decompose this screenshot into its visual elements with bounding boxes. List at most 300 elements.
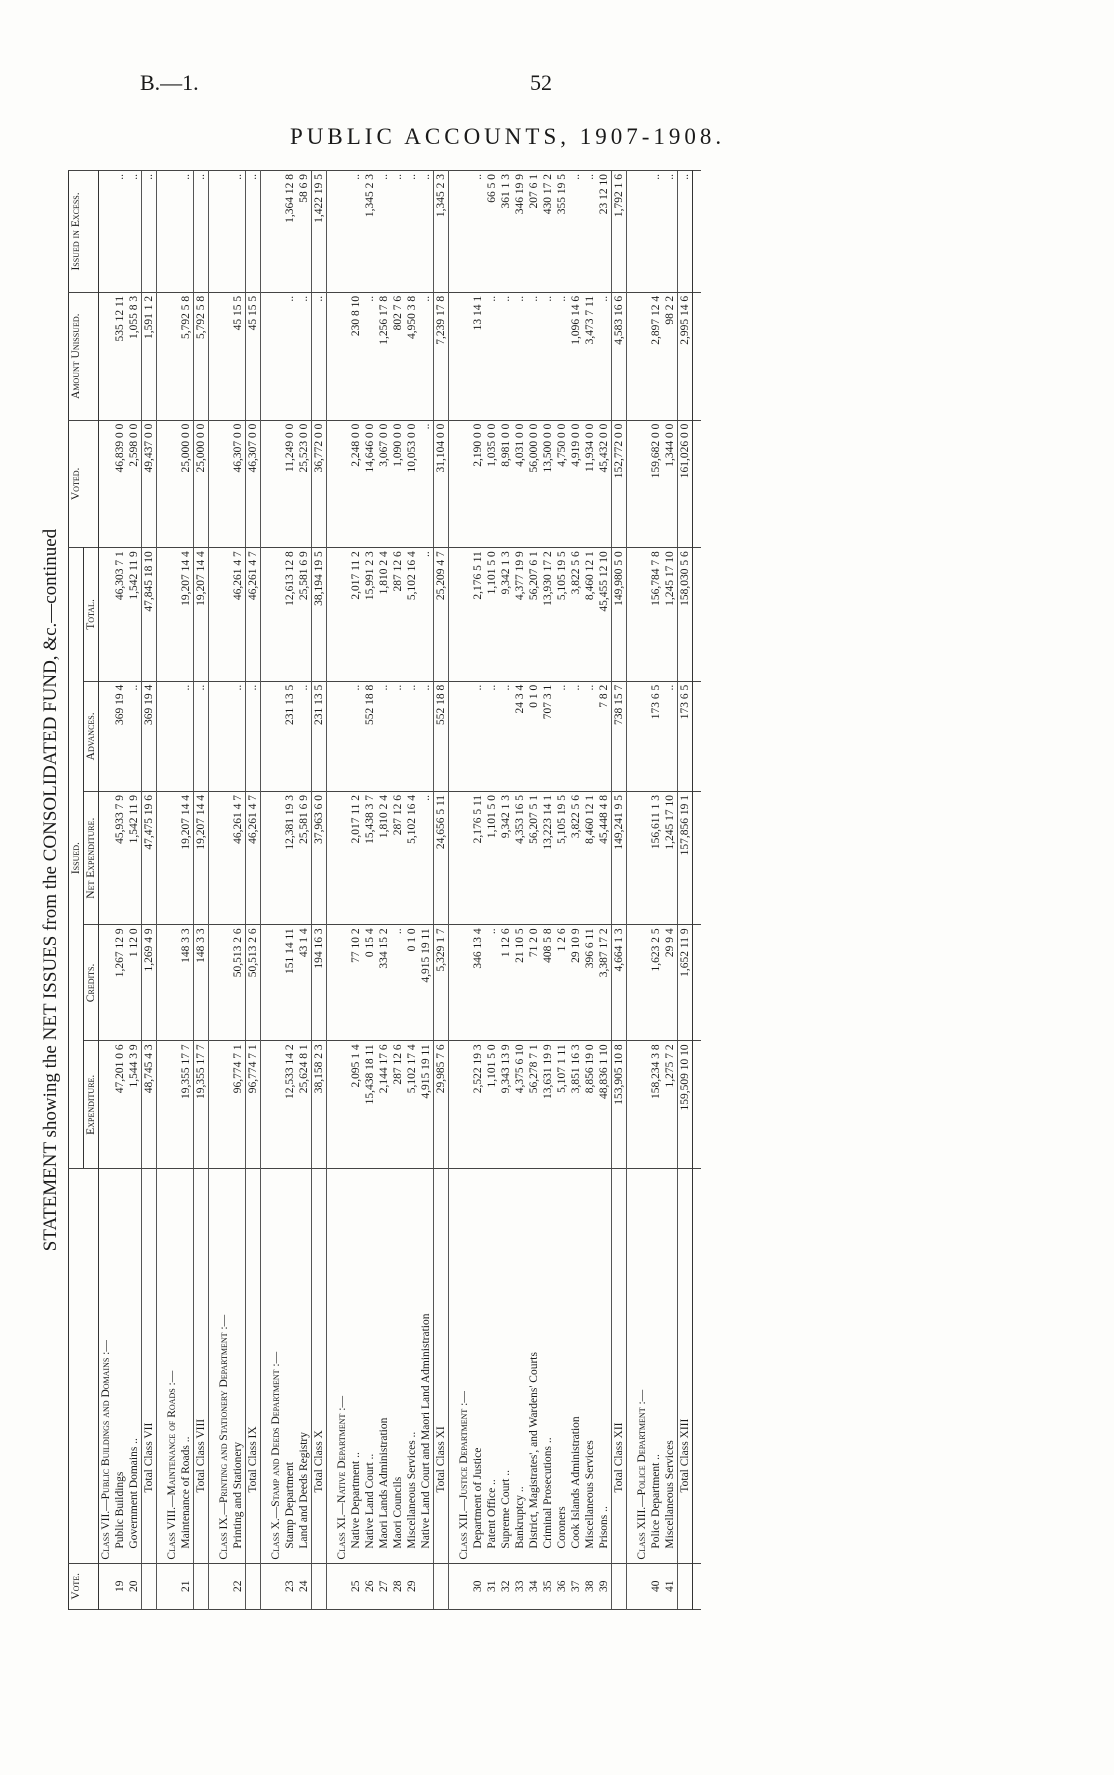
total-exp: 29,985 7 6	[434, 1041, 449, 1169]
total-total: 38,194 19 5	[312, 548, 327, 682]
vote-description: Coroners	[555, 1169, 569, 1564]
col-description	[69, 1169, 99, 1564]
vote-description: Land and Deeds Registry	[297, 1169, 312, 1564]
class-title: Class X.—Stamp and Deeds Department :—	[269, 1169, 283, 1564]
vote-number: 38	[583, 1563, 597, 1609]
cell-cred: 21 10 5	[513, 925, 527, 1041]
table-row	[569, 171, 583, 1610]
cell-unissued: 3,473 7 11	[583, 292, 597, 420]
cell-exp: 2,522 19 3	[471, 1041, 485, 1169]
class-title: Class XI.—Native Department :—	[335, 1169, 349, 1564]
cell-total: ..	[419, 548, 434, 682]
total-cred: 1,269 4 9	[142, 925, 157, 1041]
vote-number: 30	[471, 1563, 485, 1609]
total-total: 47,845 18 10	[142, 548, 157, 682]
spacer-row	[693, 171, 702, 1610]
cell-unissued: 45 15 5	[231, 292, 246, 420]
cell-total: 46,303 7 1	[113, 548, 127, 682]
vote-description: Police Department ..	[649, 1169, 663, 1564]
cell-total: 12,613 12 8	[283, 548, 297, 682]
cell-net: 1,245 17 10	[663, 791, 678, 924]
cell-excess: 346 19 9	[513, 171, 527, 293]
total-voted: 31,104 0 0	[434, 420, 449, 548]
cell-cred: 1 12 0	[127, 925, 142, 1041]
vote-description: Maori Councils	[391, 1169, 405, 1564]
col-credits: Credits.	[84, 925, 99, 1041]
cell-voted: 25,000 0 0	[179, 420, 194, 548]
cell-total: 19,207 14 4	[179, 548, 194, 682]
total-unissued: 4,583 16 6	[612, 292, 627, 420]
vote-description: Patent Office ..	[485, 1169, 499, 1564]
total-net: 19,207 14 4	[194, 791, 209, 924]
total-voted: 152,772 0 0	[612, 420, 627, 548]
cell-unissued: 802 7 6	[391, 292, 405, 420]
total-excess: ..	[246, 171, 261, 293]
col-expenditure: Expenditure.	[84, 1041, 99, 1169]
total-cred: 148 3 3	[194, 925, 209, 1041]
total-voted: 46,307 0 0	[246, 420, 261, 548]
cell-exp: 4,915 19 11	[419, 1041, 434, 1169]
cell-net: 4,353 16 5	[513, 791, 527, 924]
cell-total: 15,991 2 3	[363, 548, 377, 682]
class-heading-row	[99, 171, 114, 1610]
total-unissued: 7,239 17 8	[434, 292, 449, 420]
total-net: 47,475 19 6	[142, 791, 157, 924]
cell-unissued: 535 12 11	[113, 292, 127, 420]
cell-excess: ..	[179, 171, 194, 293]
class-heading-row	[269, 171, 283, 1610]
col-voted: Voted.	[69, 420, 99, 548]
table-row	[297, 171, 312, 1610]
cell-voted: 11,934 0 0	[583, 420, 597, 548]
cell-excess: ..	[663, 171, 678, 293]
cell-net: 8,460 12 1	[583, 791, 597, 924]
cell-excess: ..	[391, 171, 405, 293]
cell-exp: 5,102 17 4	[405, 1041, 419, 1169]
cell-excess: 66 5 0	[485, 171, 499, 293]
cell-cred: 71 2 0	[527, 925, 541, 1041]
cell-voted: 4,750 0 0	[555, 420, 569, 548]
vote-description: Cook Islands Administration	[569, 1169, 583, 1564]
class-title: Class XII.—Justice Department :—	[457, 1169, 471, 1564]
cell-excess: 207 6 1	[527, 171, 541, 293]
cell-adv: ..	[391, 681, 405, 791]
total-excess: ..	[678, 171, 693, 293]
cell-voted: 45,432 0 0	[597, 420, 612, 548]
statement-table-frame	[68, 170, 1043, 1610]
total-excess: ..	[142, 171, 157, 293]
total-voted: 161,026 0 0	[678, 420, 693, 548]
vote-number: 31	[485, 1563, 499, 1609]
cell-net: 287 12 6	[391, 791, 405, 924]
cell-unissued: ..	[555, 292, 569, 420]
cell-voted: 1,035 0 0	[485, 420, 499, 548]
vote-number: 36	[555, 1563, 569, 1609]
total-exp: 159,509 10 10	[678, 1041, 693, 1169]
col-unissued: Amount Unissued.	[69, 292, 99, 420]
cell-cred: 43 1 4	[297, 925, 312, 1041]
cell-cred: 29 9 4	[663, 925, 678, 1041]
vote-number: 24	[297, 1563, 312, 1609]
vote-description: Supreme Court ..	[499, 1169, 513, 1564]
cell-voted: 10,053 0 0	[405, 420, 419, 548]
cell-total: 5,102 16 4	[405, 548, 419, 682]
cell-total: 8,460 12 1	[583, 548, 597, 682]
total-total: 25,209 4 7	[434, 548, 449, 682]
cell-excess: 23 12 10	[597, 171, 612, 293]
cell-total: 2,017 11 2	[349, 548, 363, 682]
page-number: 52	[530, 70, 552, 95]
cell-unissued: 1,256 17 8	[377, 292, 391, 420]
cell-adv: 7 8 2	[597, 681, 612, 791]
statement-body	[99, 171, 702, 1610]
spacer-row	[157, 171, 166, 1610]
total-voted: 49,437 0 0	[142, 420, 157, 548]
cell-net: 15,438 3 7	[363, 791, 377, 924]
cell-adv: ..	[499, 681, 513, 791]
vote-description: Printing and Stationery	[231, 1169, 246, 1564]
col-total: Total.	[84, 548, 99, 682]
cell-net: ..	[419, 791, 434, 924]
total-adv: 369 19 4	[142, 681, 157, 791]
class-total-row	[434, 171, 449, 1610]
cell-adv: ..	[231, 681, 246, 791]
vote-description: Public Buildings	[113, 1169, 127, 1564]
cell-cred: ..	[391, 925, 405, 1041]
cell-unissued: 1,055 8 3	[127, 292, 142, 420]
cell-adv: 231 13 5	[283, 681, 297, 791]
vote-description: Native Department ..	[349, 1169, 363, 1564]
cell-total: 1,101 5 0	[485, 548, 499, 682]
total-label: Total Class VII	[142, 1169, 157, 1564]
cell-voted: 25,523 0 0	[297, 420, 312, 548]
cell-unissued: 4,950 3 8	[405, 292, 419, 420]
vote-description: District, Magistrates', and Wardens' Courts	[527, 1169, 541, 1564]
cell-exp: 9,343 13 9	[499, 1041, 513, 1169]
cell-adv: ..	[349, 681, 363, 791]
cell-adv: ..	[127, 681, 142, 791]
total-voted: 36,772 0 0	[312, 420, 327, 548]
total-voted: 25,000 0 0	[194, 420, 209, 548]
cell-cred: 396 6 11	[583, 925, 597, 1041]
total-cred: 50,513 2 6	[246, 925, 261, 1041]
cell-net: 45,448 4 8	[597, 791, 612, 924]
cell-exp: 15,438 18 11	[363, 1041, 377, 1169]
total-excess: ..	[194, 171, 209, 293]
total-label: Total Class XI	[434, 1169, 449, 1564]
table-row	[283, 171, 297, 1610]
report-code: B.—1.	[140, 70, 199, 95]
cell-voted: 1,344 0 0	[663, 420, 678, 548]
cell-voted: 2,190 0 0	[471, 420, 485, 548]
cell-total: 45,455 12 10	[597, 548, 612, 682]
cell-adv: ..	[297, 681, 312, 791]
vote-description: Maintenance of Roads ..	[179, 1169, 194, 1564]
cell-exp: 96,774 7 1	[231, 1041, 246, 1169]
cell-unissued: ..	[541, 292, 555, 420]
class-total-row	[612, 171, 627, 1610]
vote-description: Maori Lands Administration	[377, 1169, 391, 1564]
cell-voted: 8,981 0 0	[499, 420, 513, 548]
cell-excess: 58 6 9	[297, 171, 312, 293]
cell-excess: ..	[127, 171, 142, 293]
total-adv: 231 13 5	[312, 681, 327, 791]
vote-number: 37	[569, 1563, 583, 1609]
cell-cred: 148 3 3	[179, 925, 194, 1041]
cell-net: 25,581 6 9	[297, 791, 312, 924]
cell-total: 13,930 17 2	[541, 548, 555, 682]
total-unissued: ..	[312, 292, 327, 420]
cell-unissued: ..	[297, 292, 312, 420]
total-exp: 48,745 4 3	[142, 1041, 157, 1169]
total-total: 46,261 4 7	[246, 548, 261, 682]
cell-exp: 8,856 19 0	[583, 1041, 597, 1169]
table-row	[349, 171, 363, 1610]
spacer-row	[209, 171, 218, 1610]
cell-total: 1,810 2 4	[377, 548, 391, 682]
table-row	[485, 171, 499, 1610]
col-issued: Issued.	[69, 548, 84, 1169]
cell-cred: 0 15 4	[363, 925, 377, 1041]
cell-adv: ..	[569, 681, 583, 791]
cell-exp: 2,095 1 4	[349, 1041, 363, 1169]
cell-net: 12,381 19 3	[283, 791, 297, 924]
cell-cred: 3,387 17 2	[597, 925, 612, 1041]
cell-net: 1,101 5 0	[485, 791, 499, 924]
table-row	[471, 171, 485, 1610]
cell-voted: 1,090 0 0	[391, 420, 405, 548]
cell-adv: 24 3 4	[513, 681, 527, 791]
table-row	[583, 171, 597, 1610]
cell-cred: 29 10 9	[569, 925, 583, 1041]
total-cred: 194 16 3	[312, 925, 327, 1041]
cell-adv: ..	[377, 681, 391, 791]
vote-description: Miscellaneous Services ..	[405, 1169, 419, 1564]
vote-number: 39	[597, 1563, 612, 1609]
statement-title: STATEMENT showing the NET ISSUES from the CONSOLIDATED FUND, &c.—continued	[40, 528, 61, 1252]
table-row	[405, 171, 419, 1610]
cell-total: 25,581 6 9	[297, 548, 312, 682]
cell-total: 2,176 5 11	[471, 548, 485, 682]
cell-unissued: ..	[283, 292, 297, 420]
table-row	[179, 171, 194, 1610]
total-excess: 1,422 19 5	[312, 171, 327, 293]
total-label: Total Class XII	[612, 1169, 627, 1564]
table-row	[663, 171, 678, 1610]
cell-exp: 12,533 14 2	[283, 1041, 297, 1169]
table-row	[363, 171, 377, 1610]
class-total-row	[142, 171, 157, 1610]
class-total-row	[246, 171, 261, 1610]
total-unissued: 45 15 5	[246, 292, 261, 420]
class-title: Class VII.—Public Buildings and Domains :—	[99, 1169, 114, 1564]
cell-excess: 430 17 2	[541, 171, 555, 293]
cell-net: 2,176 5 11	[471, 791, 485, 924]
cell-cred: 1 2 6	[555, 925, 569, 1041]
cell-unissued: ..	[513, 292, 527, 420]
cell-voted: 3,067 0 0	[377, 420, 391, 548]
cell-excess: ..	[583, 171, 597, 293]
vote-description: Native Land Court and Maori Land Administration	[419, 1169, 434, 1564]
cell-exp: 158,234 3 8	[649, 1041, 663, 1169]
cell-excess: ..	[419, 171, 434, 293]
table-row	[127, 171, 142, 1610]
cell-total: 46,261 4 7	[231, 548, 246, 682]
cell-net: 2,017 11 2	[349, 791, 363, 924]
total-net: 37,963 6 0	[312, 791, 327, 924]
class-total-row	[312, 171, 327, 1610]
total-net: 46,261 4 7	[246, 791, 261, 924]
vote-description: Criminal Prosecutions ..	[541, 1169, 555, 1564]
cell-exp: 1,544 3 9	[127, 1041, 142, 1169]
vote-number: 29	[405, 1563, 419, 1609]
cell-exp: 19,355 17 7	[179, 1041, 194, 1169]
cell-exp: 25,624 8 1	[297, 1041, 312, 1169]
cell-unissued: ..	[419, 292, 434, 420]
cell-cred: 151 14 11	[283, 925, 297, 1041]
total-net: 157,856 19 1	[678, 791, 693, 924]
cell-excess: ..	[569, 171, 583, 293]
cell-excess: ..	[405, 171, 419, 293]
cell-adv: ..	[583, 681, 597, 791]
total-label: Total Class XIII	[678, 1169, 693, 1564]
vote-number: 32	[499, 1563, 513, 1609]
vote-number: 20	[127, 1563, 142, 1609]
total-unissued: 2,995 14 6	[678, 292, 693, 420]
cell-cred: 1,267 12 9	[113, 925, 127, 1041]
total-total: 19,207 14 4	[194, 548, 209, 682]
class-heading-row	[165, 171, 179, 1610]
cell-unissued: 230 8 10	[349, 292, 363, 420]
cell-voted: 13,500 0 0	[541, 420, 555, 548]
spacer-row	[449, 171, 458, 1610]
vote-description: Department of Justice	[471, 1169, 485, 1564]
total-exp: 96,774 7 1	[246, 1041, 261, 1169]
table-row	[391, 171, 405, 1610]
cell-adv: ..	[179, 681, 194, 791]
cell-net: 3,822 5 6	[569, 791, 583, 924]
table-row	[541, 171, 555, 1610]
cell-voted: 159,682 0 0	[649, 420, 663, 548]
total-total: 158,030 5 6	[678, 548, 693, 682]
cell-cred: ..	[485, 925, 499, 1041]
cell-net: 13,223 14 1	[541, 791, 555, 924]
cell-total: 3,822 5 6	[569, 548, 583, 682]
vote-description: Bankruptcy ..	[513, 1169, 527, 1564]
total-exp: 19,355 17 7	[194, 1041, 209, 1169]
vote-number: 33	[513, 1563, 527, 1609]
cell-net: 46,261 4 7	[231, 791, 246, 924]
col-excess: Issued in Excess.	[69, 171, 99, 293]
total-adv: ..	[246, 681, 261, 791]
table-row	[499, 171, 513, 1610]
cell-unissued: 5,792 5 8	[179, 292, 194, 420]
cell-excess: ..	[231, 171, 246, 293]
cell-excess: ..	[113, 171, 127, 293]
total-adv: 173 6 5	[678, 681, 693, 791]
class-title: Class VIII.—Maintenance of Roads :—	[165, 1169, 179, 1564]
cell-unissued: ..	[485, 292, 499, 420]
cell-cred: 346 13 4	[471, 925, 485, 1041]
total-unissued: 1,591 1 2	[142, 292, 157, 420]
cell-excess: 361 1 3	[499, 171, 513, 293]
cell-unissued: 13 14 1	[471, 292, 485, 420]
class-heading-row	[457, 171, 471, 1610]
cell-exp: 1,275 7 2	[663, 1041, 678, 1169]
cell-net: 156,611 1 3	[649, 791, 663, 924]
cell-net: 5,102 16 4	[405, 791, 419, 924]
cell-excess: 1,364 12 8	[283, 171, 297, 293]
vote-number: 27	[377, 1563, 391, 1609]
total-cred: 4,664 1 3	[612, 925, 627, 1041]
class-heading-row	[635, 171, 649, 1610]
cell-adv: ..	[471, 681, 485, 791]
cell-net: 1,542 11 9	[127, 791, 142, 924]
cell-voted: 11,249 0 0	[283, 420, 297, 548]
total-exp: 38,158 2 3	[312, 1041, 327, 1169]
total-net: 149,241 9 5	[612, 791, 627, 924]
cell-adv: 552 18 8	[363, 681, 377, 791]
class-heading-row	[217, 171, 231, 1610]
cell-cred: 4,915 19 11	[419, 925, 434, 1041]
total-net: 24,656 5 11	[434, 791, 449, 924]
cell-voted: ..	[419, 420, 434, 548]
cell-voted: 4,031 0 0	[513, 420, 527, 548]
cell-unissued: 2,897 12 4	[649, 292, 663, 420]
cell-total: 4,377 19 9	[513, 548, 527, 682]
cell-net: 1,810 2 4	[377, 791, 391, 924]
vote-number: 21	[179, 1563, 194, 1609]
vote-number: 26	[363, 1563, 377, 1609]
table-row	[527, 171, 541, 1610]
spacer-row	[627, 171, 636, 1610]
cell-exp: 2,144 17 6	[377, 1041, 391, 1169]
cell-unissued: 98 2 2	[663, 292, 678, 420]
cell-voted: 46,839 0 0	[113, 420, 127, 548]
cell-voted: 2,598 0 0	[127, 420, 142, 548]
cell-unissued: ..	[527, 292, 541, 420]
total-cred: 1,652 11 9	[678, 925, 693, 1041]
cell-unissued: ..	[499, 292, 513, 420]
total-excess: 1,792 1 6	[612, 171, 627, 293]
class-heading-row	[335, 171, 349, 1610]
vote-number: 25	[349, 1563, 363, 1609]
cell-excess: 355 19 5	[555, 171, 569, 293]
cell-excess: ..	[471, 171, 485, 293]
cell-total: 5,105 19 5	[555, 548, 569, 682]
cell-adv: ..	[419, 681, 434, 791]
total-adv: 738 15 7	[612, 681, 627, 791]
cell-excess: ..	[377, 171, 391, 293]
cell-net: 9,342 1 3	[499, 791, 513, 924]
vote-description: Miscellaneous Services	[663, 1169, 678, 1564]
cell-unissued: ..	[597, 292, 612, 420]
cell-exp: 1,101 5 0	[485, 1041, 499, 1169]
total-label: Total Class VIII	[194, 1169, 209, 1564]
total-label: Total Class X	[312, 1169, 327, 1564]
cell-adv: 0 1 0	[527, 681, 541, 791]
col-net-expenditure: Net Expenditure.	[84, 791, 99, 924]
table-row	[649, 171, 663, 1610]
table-row	[555, 171, 569, 1610]
total-total: 149,980 5 0	[612, 548, 627, 682]
cell-exp: 4,375 6 10	[513, 1041, 527, 1169]
cell-exp: 5,107 1 11	[555, 1041, 569, 1169]
table-row	[377, 171, 391, 1610]
cell-cred: 0 1 0	[405, 925, 419, 1041]
cell-adv: 707 3 1	[541, 681, 555, 791]
table-row	[231, 171, 246, 1610]
